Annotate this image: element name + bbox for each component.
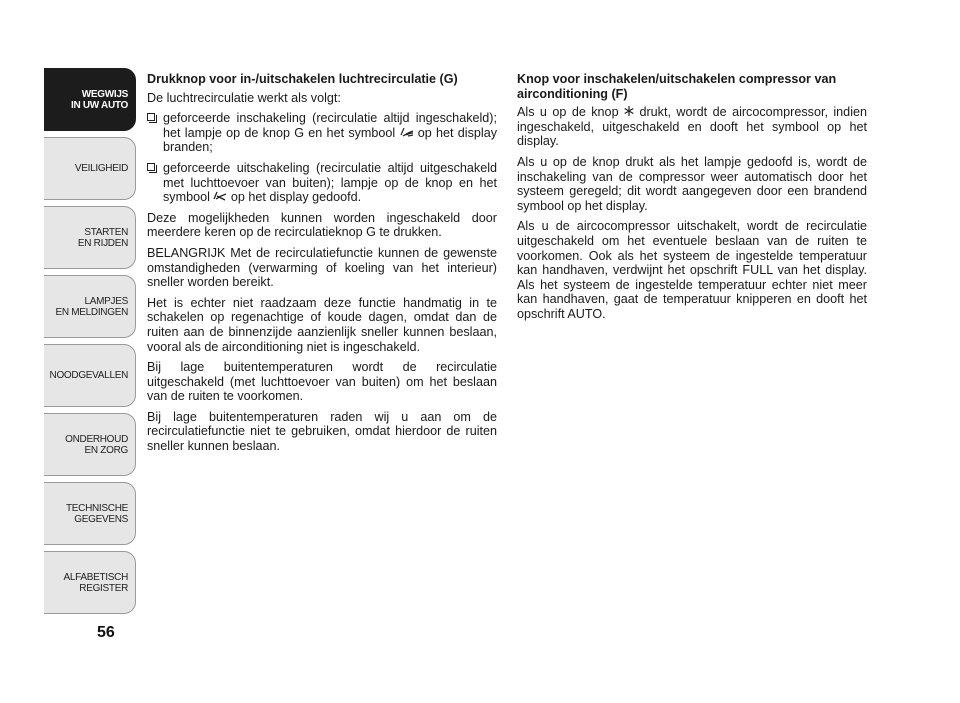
left-column (147, 72, 497, 460)
tab-label: LAMPJES EN MELDINGEN (55, 295, 128, 318)
recirculation-off-icon (213, 190, 227, 201)
tab-label: TECHNISCHE GEGEVENS (65, 502, 128, 525)
paragraph: De luchtrecirculatie werkt als volgt: (147, 90, 341, 105)
tab-starten[interactable] (44, 206, 136, 269)
paragraph-text: drukt, wordt de aircocompressor, indien ingeschakeld, uitgeschakeld en dooft het symbool op het display. (517, 105, 867, 149)
chapter-sidebar (44, 68, 136, 620)
page-number: 56 (97, 624, 115, 641)
tab-label: ALFABETISCH REGISTER (63, 571, 128, 594)
paragraph (517, 105, 867, 149)
tab-label: ONDERHOUD EN ZORG (65, 433, 128, 456)
tab-label: STARTEN EN RIJDEN (77, 226, 128, 249)
paragraph-text: Als u op de knop (517, 105, 619, 120)
tab-register[interactable] (44, 551, 136, 614)
tab-label: VEILIGHEID (74, 163, 128, 174)
bullet-text: geforceerde inschakeling (recirculatie altijd ingeschakeld); het lampje op de knop G en het symbool (163, 111, 497, 140)
paragraph: BELANGRIJK Met de recirculatiefunctie kunnen de gewenste omstandigheden (verwarming of koeling van het interieur) sneller worden bereikt. (147, 245, 497, 290)
paragraph: Als u op de knop drukt als het lampje gedoofd is, wordt de inschakeling van de compressor weer automatisch door het systeem geregeld; dit wordt aangegeven door een brandend symbool op het display. (517, 154, 867, 213)
tab-technische[interactable] (44, 482, 136, 545)
paragraph: Bij lage buitentemperaturen wordt de recirculatie uitgeschakeld (met luchttoevoer van buiten) om het beslaan van de ruiten te voorkomen. (147, 360, 497, 404)
bullet-text: op het display gedoofd. (230, 190, 362, 205)
section-heading-recirculation: Drukknop voor in-/uitschakelen luchtrecirculatie (G) (147, 72, 458, 86)
tab-veiligheid[interactable] (44, 137, 136, 200)
right-column (517, 72, 867, 328)
paragraph: Het is echter niet raadzaam deze functie handmatig in te schakelen op regenachtige of koude dagen, omdat dan de ruiten aan de binnenzijde aanzienlijk sneller kunnen beslaan, vooral als de airconditioning niet is ingeschakeld. (147, 295, 497, 354)
bullet-text: geforceerde uitschakeling (recirculatie altijd uitgeschakeld met luchttoevoer van buiten); lampje op de knop en het symbool (163, 160, 497, 205)
list-item (147, 111, 497, 155)
bullet-text: op het display branden; (163, 125, 498, 155)
tab-label: WEGWIJS IN UW AUTO (71, 88, 128, 111)
snowflake-icon (624, 106, 634, 116)
recirculation-on-icon (400, 126, 414, 137)
tab-onderhoud[interactable] (44, 413, 136, 476)
paragraph: Deze mogelijkheden kunnen worden ingeschakeld door meerdere keren op de recirculatieknop G te drukken. (147, 210, 497, 240)
tab-wegwijs[interactable] (44, 68, 136, 131)
checkbox-bullet-icon (147, 163, 155, 171)
tab-label: NOODGEVALLEN (49, 370, 128, 381)
paragraph: Als u de aircocompressor uitschakelt, wordt de recirculatie uitgeschakeld om het eventuele beslaan van de ruiten te voorkomen. Ook als het systeem de ingestelde temperatuur kan handhaven, verdwijnt het opschrift FULL van het display. Als het systeem de ingestelde temperatuur echter niet meer kan handhaven, gaat de temperatuur knipperen en dooft het opschrift AUTO. (517, 219, 867, 321)
tab-lampjes[interactable] (44, 275, 136, 338)
list-item (147, 161, 497, 205)
section-heading-compressor: Knop voor inschakelen/uitschakelen compressor van airconditioning (F) (517, 72, 837, 101)
tab-noodgevallen[interactable] (44, 344, 136, 407)
checkbox-bullet-icon (147, 113, 155, 121)
paragraph: Bij lage buitentemperaturen raden wij u aan om de recirculatiefunctie niet te gebruiken, omdat hierdoor de ruiten sneller kunnen beslaan. (147, 409, 497, 454)
